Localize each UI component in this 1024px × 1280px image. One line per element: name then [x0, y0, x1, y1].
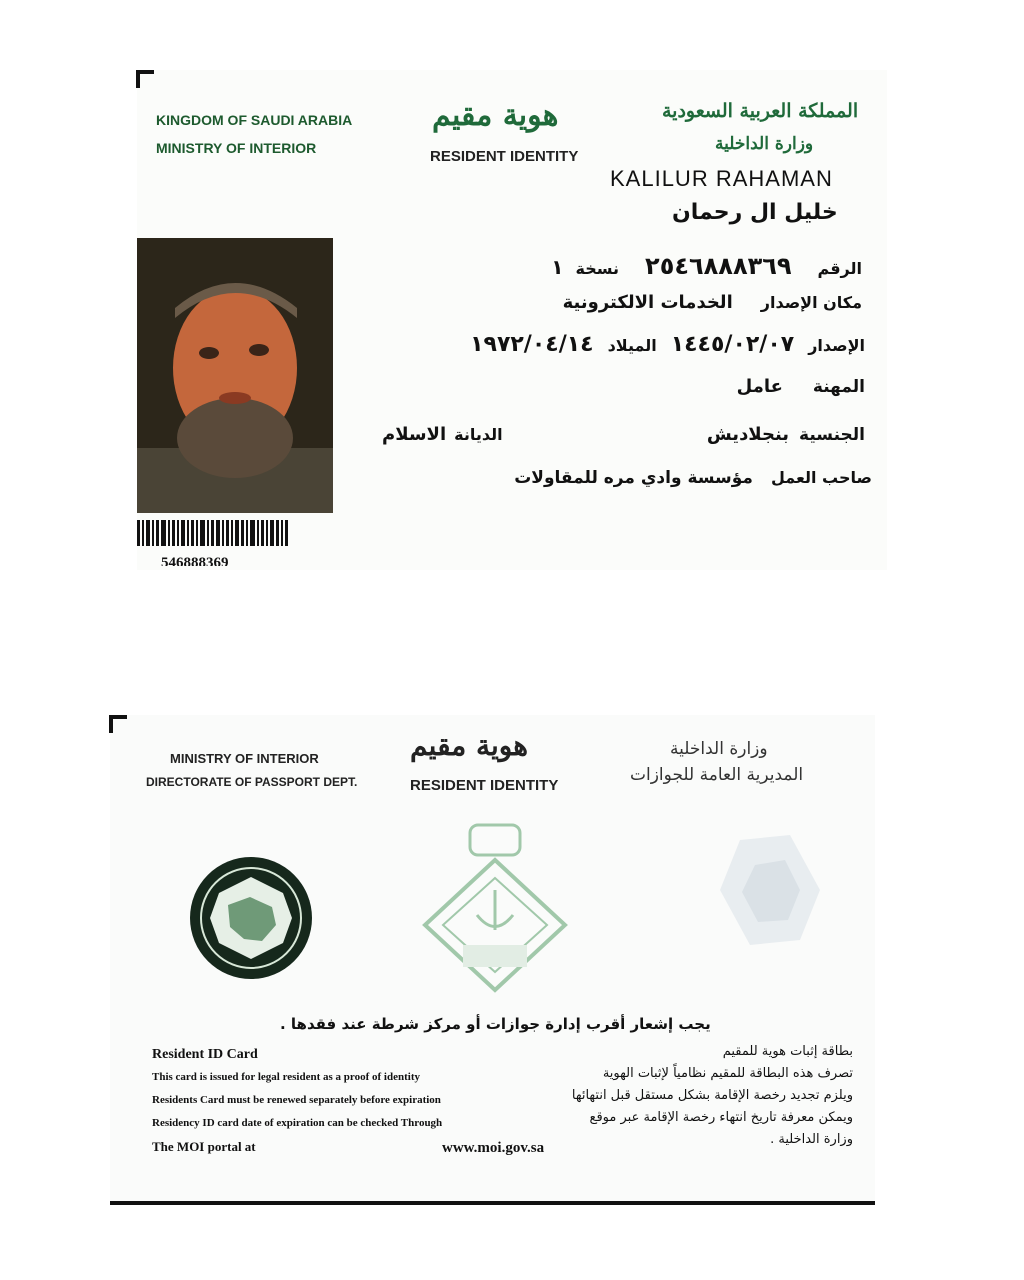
religion-value: الاسلام [382, 424, 447, 445]
corner-mark [109, 715, 127, 733]
ar-line: تصرف هذه البطاقة للمقيم نظامياً لإثبات الهوية [602, 1066, 853, 1081]
passports-emblem-icon [415, 820, 575, 1004]
birth-label: الميلاد [607, 336, 657, 355]
en-line: Residency ID card date of expiration can be checked Through [152, 1117, 443, 1129]
en-line: The MOI portal at [152, 1139, 256, 1154]
issue-place-row [563, 292, 862, 313]
card-bottom-edge [110, 1201, 875, 1205]
id-card-back [110, 715, 875, 1205]
holder-name-en: KALILUR RAHAMAN [610, 166, 833, 191]
birth-date: ١٩٧٢/٠٤/١٤ [470, 332, 594, 357]
id-row [551, 252, 862, 280]
id-label: الرقم [817, 259, 862, 278]
en-line: This card is issued for legal resident as a proof of identity [152, 1071, 420, 1083]
copy-value: ١ [551, 255, 564, 279]
resident-identity-en-back: RESIDENT IDENTITY [410, 777, 559, 794]
ministry-ar: وزارة الداخلية [715, 134, 814, 154]
corner-mark [136, 70, 154, 88]
gcc-seal-icon [188, 855, 314, 985]
ministry-ar-back: وزارة الداخلية [670, 739, 768, 759]
nationality-value: بنجلاديش [706, 424, 790, 445]
issue-place-label: مكان الإصدار [760, 293, 862, 312]
profession-row [737, 376, 865, 397]
kingdom-ar: المملكة العربية السعودية [662, 100, 859, 122]
english-notice [152, 1043, 442, 1158]
id-card-front [137, 70, 887, 570]
lost-card-notice: يجب إشعار أقرب إدارة جوازات أو مركز شرطة عند فقدها . [280, 1015, 711, 1033]
ar-line: ويمكن معرفة تاريخ انتهاء رخصة الإقامة عبر موقع [589, 1110, 853, 1125]
issue-label: الإصدار [808, 336, 865, 355]
moi-website: www.moi.gov.sa [442, 1140, 545, 1156]
ministry-label: MINISTRY OF INTERIOR [156, 140, 317, 156]
en-line: Residents Card must be renewed separately before expiration [152, 1094, 441, 1106]
barcode [137, 520, 333, 546]
holder-photo [137, 238, 333, 513]
issue-date: ١٤٤٥/٠٢/٠٧ [670, 332, 795, 357]
religion-row [382, 424, 503, 445]
nationality-row [707, 424, 865, 445]
ar-line: بطاقة إثبات هوية للمقيم [722, 1044, 853, 1059]
religion-label: الديانة [454, 425, 503, 444]
profession-label: المهنة [812, 377, 865, 397]
directorate-label: DIRECTORATE OF PASSPORT DEPT. [146, 775, 358, 789]
hologram-icon [710, 830, 830, 954]
holder-name-ar: خليل ال رحمان [672, 200, 838, 225]
ar-line: ويلزم تجديد رخصة الإقامة بشكل مستقل قبل انتهائها [571, 1088, 853, 1103]
employer-label: صاحب العمل [770, 468, 872, 487]
resident-identity-en: RESIDENT IDENTITY [430, 148, 579, 165]
resident-identity-ar-back: هوية مقيم [410, 729, 529, 762]
employer-row [514, 468, 872, 488]
copy-label: نسخة [575, 259, 620, 278]
profession-value: عامل [736, 376, 783, 397]
id-value: ٢٥٤٦٨٨٨٣٦٩ [645, 252, 792, 280]
employer-value: مؤسسة وادي مره للمقاولات [514, 468, 753, 488]
ministry-label-back: MINISTRY OF INTERIOR [170, 751, 319, 766]
issue-place-value: الخدمات الالكترونية [562, 292, 733, 313]
barcode-number: 546888369 [161, 555, 229, 566]
resident-identity-ar: هوية مقيم [432, 98, 559, 133]
ar-line: وزارة الداخلية . [770, 1132, 853, 1147]
kingdom-label: KINGDOM OF SAUDI ARABIA [156, 112, 353, 128]
directorate-ar: المديرية العامة للجوازات [630, 765, 804, 785]
dates-row [470, 332, 865, 357]
en-line: Resident ID Card [152, 1047, 258, 1062]
nationality-label: الجنسية [799, 425, 865, 445]
arabic-notice [572, 1041, 853, 1151]
